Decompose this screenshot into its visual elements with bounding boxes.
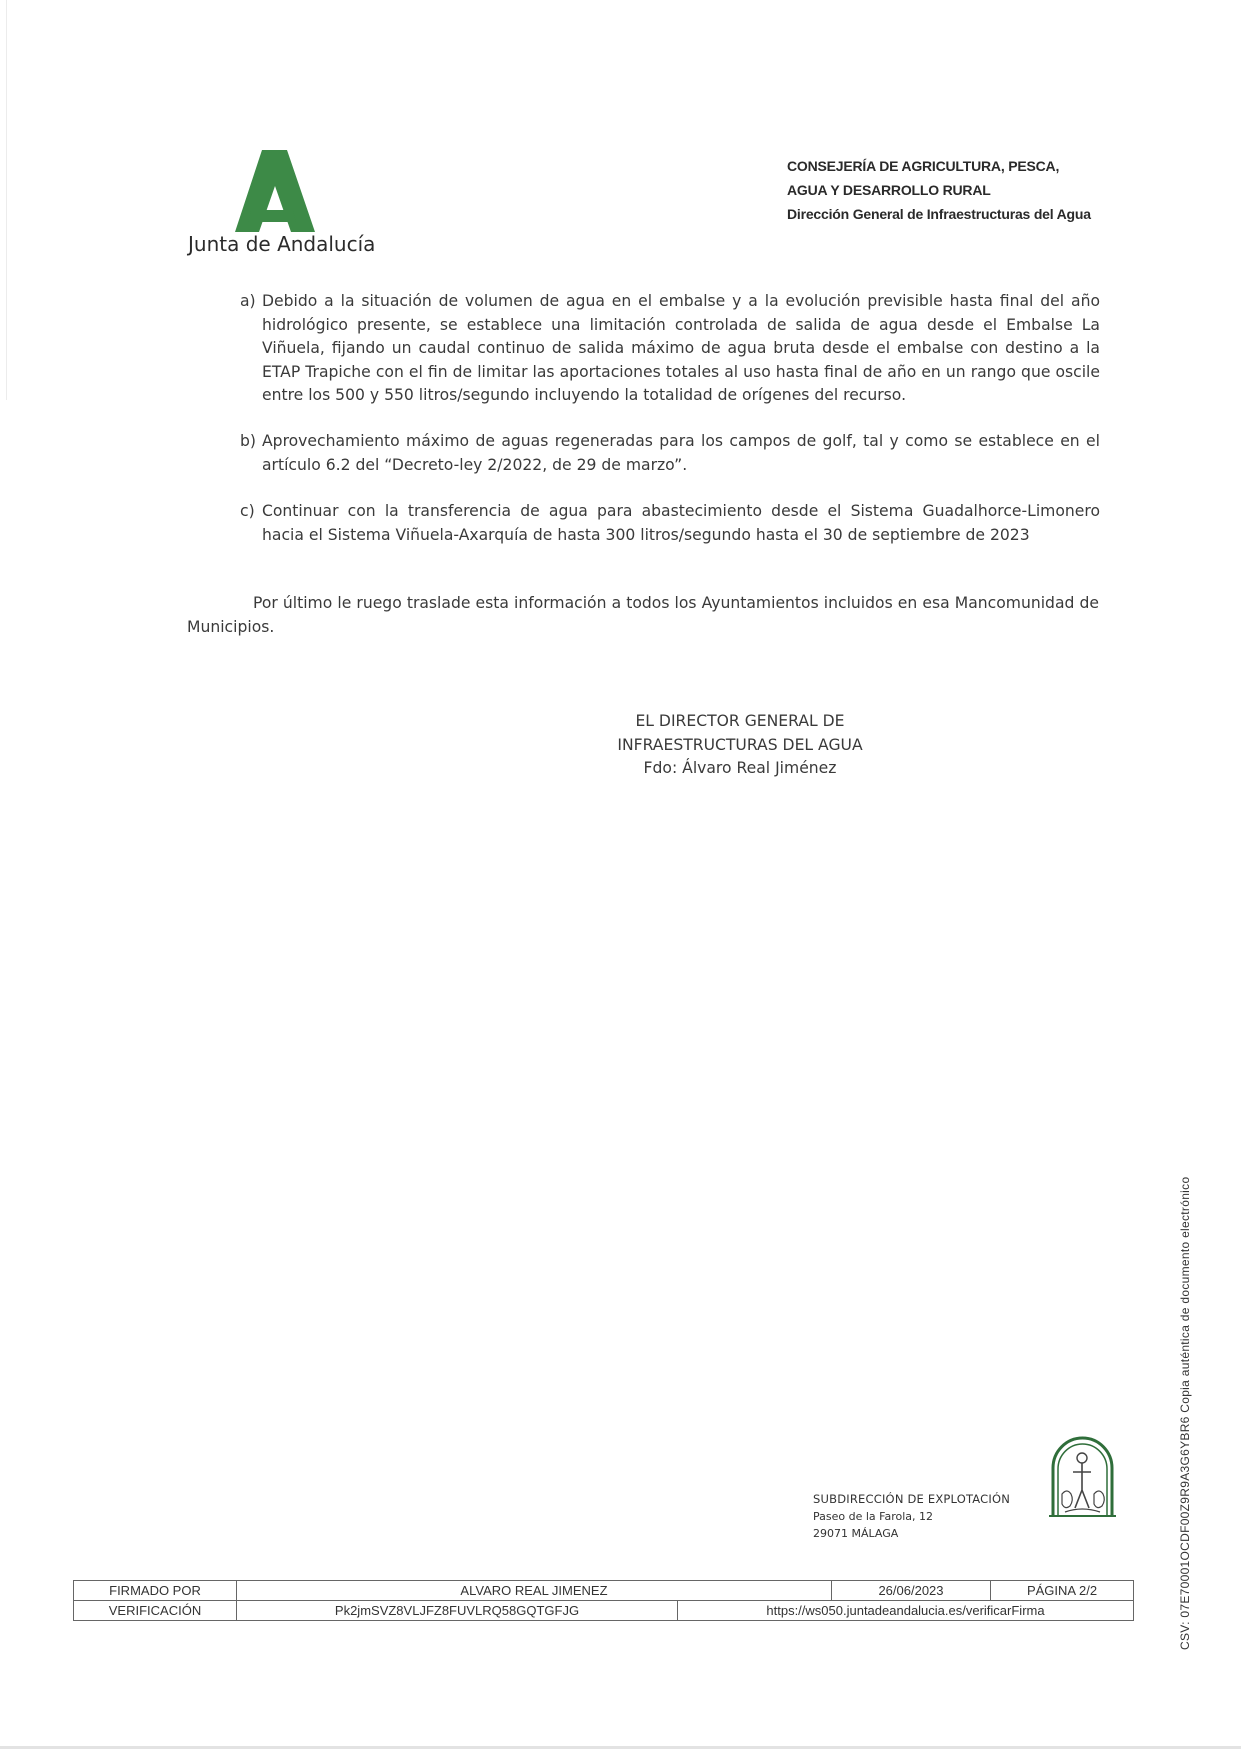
closing-paragraph: Por último le ruego traslade esta información a todos los Ayuntamientos incluidos en esa Mancomunidad de Municipios.: [187, 594, 1099, 636]
signature-title-2: INFRAESTRUCTURAS DEL AGUA: [617, 735, 863, 754]
signature-title-1: EL DIRECTOR GENERAL DE: [635, 712, 845, 730]
footer-address: [813, 1491, 1010, 1542]
item-letter: b): [240, 432, 256, 450]
list-item-a: [240, 290, 1100, 408]
verification-table: [73, 1580, 1134, 1621]
item-text: Continuar con la transferencia de agua para abastecimiento desde el Sistema Guadalhorce-Limonero hacia el Sistema Viñuela-Axarquía de hasta 300 litros/segundo hasta el 30 de septiembre de 2023: [262, 502, 1100, 544]
firmado-label: FIRMADO POR: [74, 1581, 237, 1601]
list-item-b: [240, 430, 1100, 477]
item-letter: a): [240, 292, 256, 310]
scan-bottom-edge: [0, 1746, 1241, 1749]
list-item-c: [240, 500, 1100, 547]
signature-block: [570, 710, 910, 781]
address-city: 29071 MÁLAGA: [813, 1527, 899, 1540]
firmado-name: ALVARO REAL JIMENEZ: [237, 1581, 832, 1601]
logo-text: Junta de Andalucía: [188, 232, 376, 256]
verification-code: Pk2jmSVZ8VLJFZ8FUVLRQ58GQTGFJG: [237, 1601, 678, 1621]
item-letter: c): [240, 502, 255, 520]
scan-edge-line: [6, 0, 7, 400]
org-line-1: CONSEJERÍA DE AGRICULTURA, PESCA,: [787, 158, 1060, 174]
junta-andalucia-logo-icon: [235, 150, 315, 232]
signature-name: Fdo: Álvaro Real Jiménez: [643, 759, 837, 777]
page-number: PÁGINA 2/2: [991, 1581, 1134, 1601]
org-line-3: Dirección General de Infraestructuras del Agua: [787, 206, 1091, 222]
andalucia-coat-of-arms-icon: [1045, 1428, 1120, 1528]
item-text: Debido a la situación de volumen de agua en el embalse y a la evolución previsible hasta final del año hidrológico presente, se establece una limitación controlada de salida de agua desde el Embalse La Viñuela, fijando un caudal continuo de salida máximo de agua bruta desde el embalse con destino a la ETAP Trapiche con el fin de limitar las aportaciones totales al uso hasta final de año en un rango que oscile entre los 500 y 550 litros/segundo incluyendo la totalidad de orígenes del recurso.: [262, 292, 1100, 404]
verification-label: VERIFICACIÓN: [74, 1601, 237, 1621]
organization-header: [787, 154, 1091, 226]
org-line-2: AGUA Y DESARROLLO RURAL: [787, 182, 991, 198]
item-text: Aprovechamiento máximo de aguas regeneradas para los campos de golf, tal y como se establece en el artículo 6.2 del “Decreto-ley 2/2022, de 29 de marzo”.: [262, 432, 1100, 474]
table-row: [74, 1601, 1134, 1621]
verification-url[interactable]: https://ws050.juntadeandalucia.es/verificarFirma: [678, 1601, 1134, 1621]
address-street: Paseo de la Farola, 12: [813, 1510, 934, 1523]
table-row: [74, 1581, 1134, 1601]
address-department: SUBDIRECCIÓN DE EXPLOTACIÓN: [813, 1492, 1011, 1506]
csv-vertical-text: CSV: 07E70001OCDF00Z9R9A3G6YBR6 Copia auténtica de documento electrónico: [1178, 1176, 1192, 1650]
sign-date: 26/06/2023: [832, 1581, 991, 1601]
